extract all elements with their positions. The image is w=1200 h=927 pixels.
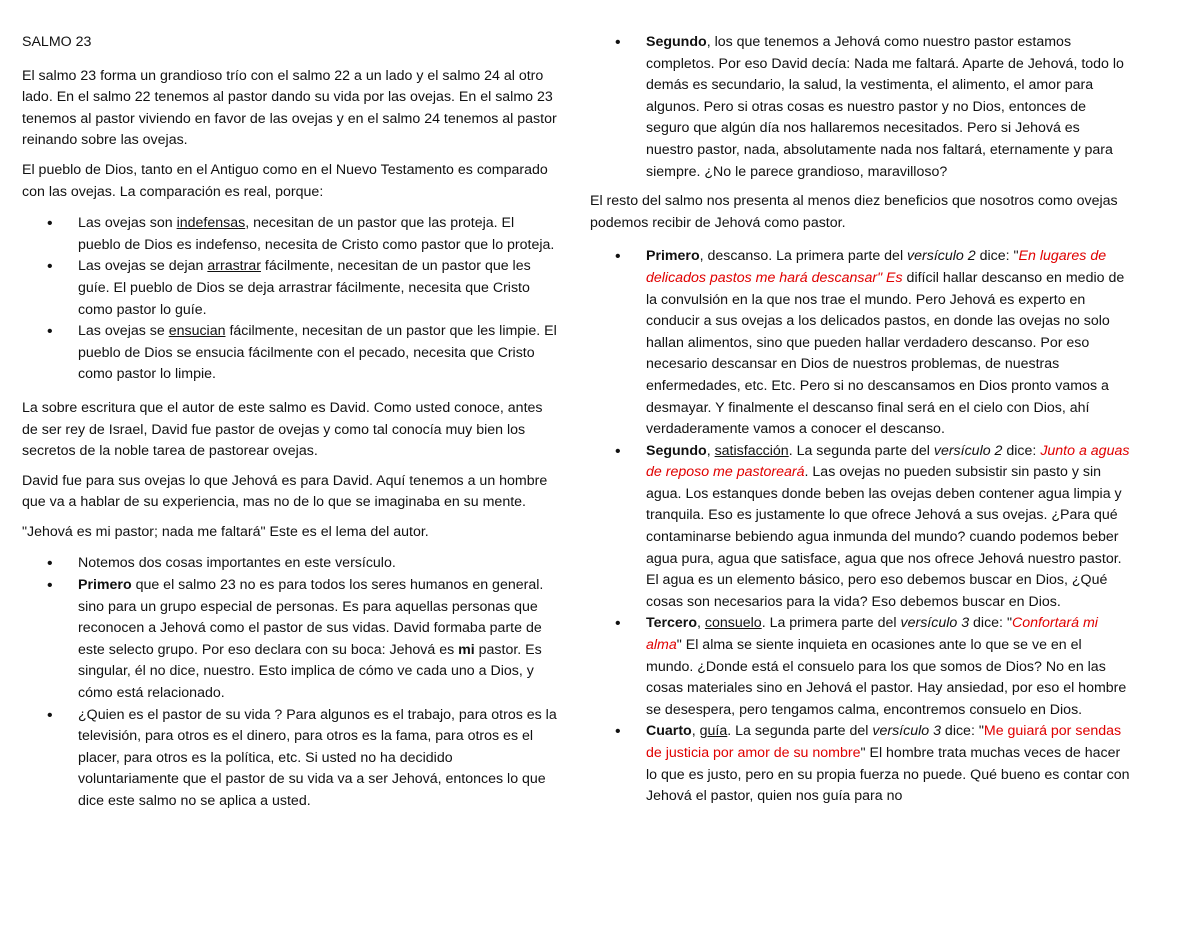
bullet-list — [22, 553, 557, 812]
paragraph: El pueblo de Dios, tanto en el Antiguo como en el Nuevo Testamento es comparado con las ovejas. La comparación es real, porque: — [22, 161, 548, 200]
list-item: • Segundo, los que tenemos a Jehová como nuestro pastor estamos completos. Por eso David decía: Nada me faltará. Aparte de Jehová, todo lo demás es secundario, la salud, la vestimenta, el alimento, el amor para algunos. Pero si otras cosas es nuestro pastor y no Dios, entonces de seguro que algún día nos hallaremos necesitados. Pero si Jehová es nuestro pastor, nada, absolutamente nada nos faltará, eternamente y para siempre. ¿No le parece grandioso, maravilloso? — [590, 32, 1130, 183]
list-item: • Cuarto, guía. La segunda parte del versículo 3 dice: "Me guiará por sendas de justicia por amor de su nombre" El hombre trata muchas veces de hacer lo que es justo, pero en su propia fuerza no puede. Qué bueno es contar con Jehová el pastor, quien nos guía para no — [590, 721, 1130, 807]
list-item: • Tercero, consuelo. La primera parte del versículo 3 dice: "Confortará mi alma" El alma se siente inquieta en ocasiones ante lo que se ve en el mundo. ¿Donde está el consuelo para los que somos de Dios? No en las cosas materiales sino en Jehová el pastor. Hay ansiedad, por eso el hombre se desespera, pero tengamos calma, encontremos consuelo en Dios. — [590, 613, 1130, 721]
paragraph: El resto del salmo nos presenta al menos diez beneficios que nosotros como ovejas podemos recibir de Jehová como pastor. — [590, 193, 1118, 231]
list-item: • Segundo, satisfacción. La segunda parte del versículo 2 dice: Junto a aguas de reposo me pastoreará. Las ovejas no pueden subsistir sin pasto y sin agua. Los estanques donde beben las ovejas deben contener agua limpia y tranquila. Eso es justamente lo que ofrece Jehová a sus ovejas. ¿Para qué contaminarse bebiendo agua inmunda del mundo? cuando podemos beber agua pura, agua que satisface, agua que nos ofrece Jehová nuestro pastor. El agua es un elemento básico, pero eso debemos buscar en Dios, ¿Qué cosas son necesarios para la vida? Eso debemos buscar en Dios. — [590, 441, 1130, 614]
paragraph: David fue para sus ovejas lo que Jehová es para David. Aquí tenemos a un hombre que va a hablar de su experiencia, mas no de lo que se imaginaba en su mente. — [22, 472, 548, 511]
list-item: • Primero, descanso. La primera parte del versículo 2 dice: "En lugares de delicados pastos me hará descansar" Es difícil hallar descanso en medio de la convulsión en la que nos trae el mundo. Pero Jehová es experto en conducir a sus ovejas a los delicados pastos, en donde las ovejas no solo hallan alimentos, sino que pueden hallar verdadero descanso. Por eso necesario descansar en Dios de nuestros problemas, de nuestras enfermedades, etc. Etc. Pero si no descansamos en Dios pronto vamos a desmayar. Y finalmente el descanso final será en el cielo con Dios, ahí verdaderamente vamos a conocer el descanso. — [590, 246, 1130, 440]
right-column — [590, 32, 1130, 816]
paragraph: El salmo 23 forma un grandioso trío con el salmo 22 a un lado y el salmo 24 al otro lado. En el salmo 22 tenemos al pastor dando su vida por las ovejas. En el salmo 23 tenemos al pastor viviendo en favor de las ovejas y en el salmo 24 tenemos al pastor reinando sobre las ovejas. — [22, 67, 557, 149]
paragraph: "Jehová es mi pastor; nada me faltará" Este es el lema del autor. — [22, 523, 429, 540]
document-title: SALMO 23 — [22, 34, 92, 50]
left-column — [22, 32, 557, 821]
list-item: • Las ovejas son indefensas, necesitan de un pastor que las proteja. El pueblo de Dios es indefenso, necesita de Cristo como pastor que lo proteja. — [22, 213, 557, 256]
bullet-list — [22, 213, 557, 386]
list-item: • Notemos dos cosas importantes en este versículo. — [22, 553, 557, 575]
bullet-list — [590, 32, 1130, 183]
bullet-list — [590, 246, 1130, 807]
list-item: • Las ovejas se dejan arrastrar fácilmente, necesitan de un pastor que les guíe. El pueblo de Dios se deja arrastrar fácilmente, necesita que Cristo como pastor lo guíe. — [22, 256, 557, 321]
list-item: • ¿Quien es el pastor de su vida ? Para algunos es el trabajo, para otros es la televisión, para otros es el dinero, para otros es la fama, para otros es el placer, para otros es la política, etc. Si usted no ha decidido voluntariamente que el pastor de su vida va a ser Jehová, entonces lo que dice este salmo no se aplica a usted. — [22, 705, 557, 813]
paragraph: La sobre escritura que el autor de este salmo es David. Como usted conoce, antes de ser rey de Israel, David fue pastor de ovejas y como tal conocía muy bien los secretos de la noble tarea de pastorear ovejas. — [22, 399, 543, 460]
list-item: • Primero que el salmo 23 no es para todos los seres humanos en general. sino para un grupo especial de personas. Es para aquellas personas que reconocen a Jehová como el pastor de sus vidas. David formaba parte de este selecto grupo. Por eso declara con su boca: Jehová es mi pastor. Es singular, él no dice, nuestro. Esto implica de cómo ve cada uno a Dios, y cómo está relacionado. — [22, 575, 557, 705]
list-item: • Las ovejas se ensucian fácilmente, necesitan de un pastor que les limpie. El pueblo de Dios se ensucia fácilmente con el pecado, necesita que Cristo como pastor lo limpie. — [22, 321, 557, 386]
